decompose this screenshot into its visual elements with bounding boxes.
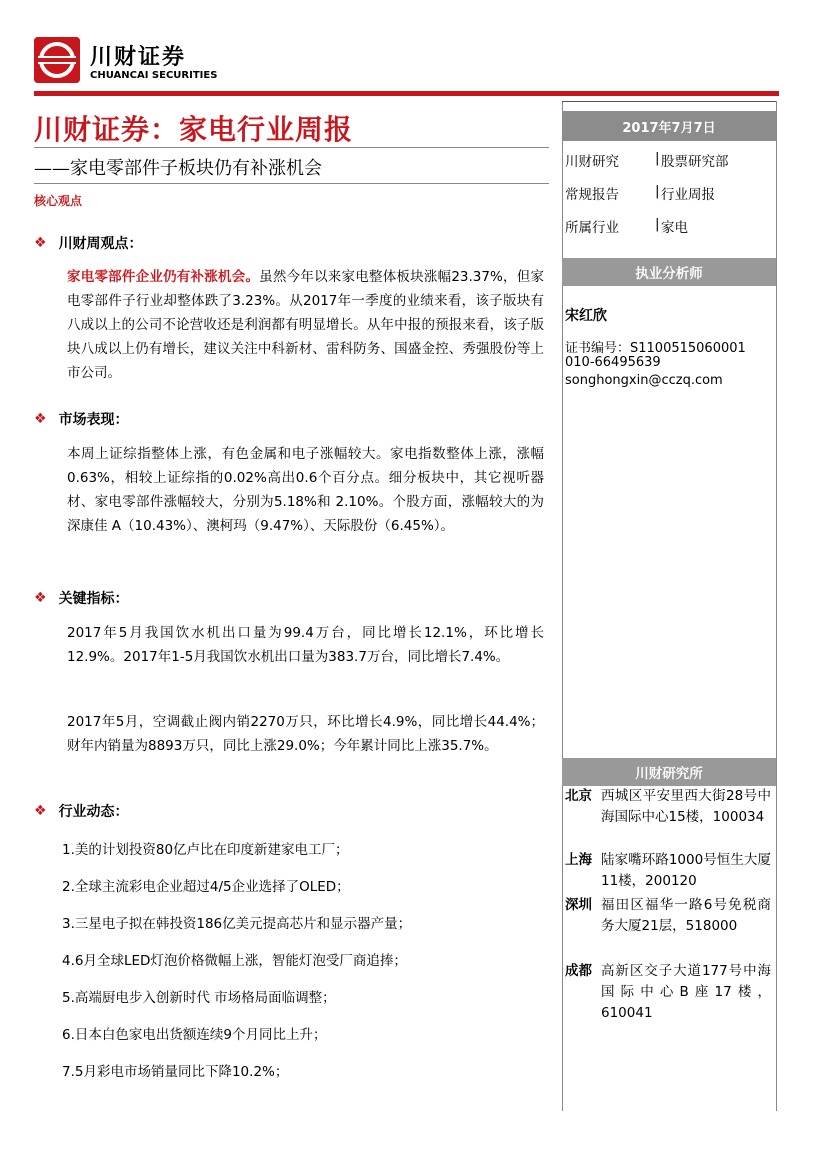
info-row: [565, 150, 729, 170]
office-entry: [565, 895, 772, 937]
info-value: 家电: [661, 220, 688, 236]
view-highlight: 家电零部件企业仍有补涨机会。: [67, 269, 260, 285]
info-key: 常规报告: [565, 187, 619, 203]
side-panel-left-border: [562, 101, 563, 1111]
info-row: [565, 183, 715, 203]
section-heading-view: [34, 233, 143, 253]
office-entry: [565, 961, 772, 1024]
section-heading-text: 关键指标：: [58, 591, 129, 607]
office-entry: [565, 850, 772, 892]
institute-band: 川财研究所: [562, 758, 776, 786]
news-item: 7.5月彩电市场销量同比下降10.2%；: [62, 1064, 289, 1080]
office-city: 上海: [565, 852, 592, 868]
info-separator: |: [655, 150, 660, 166]
office-address: 福田区福华一路6号免税商务大厦21层，518000: [601, 897, 771, 934]
info-value: 股票研究部: [661, 154, 729, 170]
diamond-bullet-icon: ❖: [34, 590, 47, 606]
diamond-bullet-icon: ❖: [34, 803, 47, 819]
office-city: 北京: [565, 788, 592, 804]
info-row: [565, 216, 688, 236]
market-paragraph: 本周上证综指整体上涨，有色金属和电子涨幅较大。家电指数整体上涨，涨幅0.63%，相较上证综指的0.02%高出0.6个百分点。细分板块中，其它视听器材、家电零部件涨幅较大，分别为5.18%和 2.10%。个股方面，涨幅较大的为深康佳 A（10.43%）、澳柯玛（9.47%）、天际股份（6.45%）。: [67, 446, 544, 534]
section-heading-market: [34, 409, 129, 429]
news-item: 2.全球主流彩电企业超过4/5企业选择了OLED；: [62, 879, 350, 895]
core-label: 核心观点: [34, 194, 83, 208]
news-item: 4.6月全球LED灯泡价格微幅上涨，智能灯泡受厂商追捧；: [62, 953, 407, 969]
section-heading-text: 川财周观点：: [58, 236, 143, 252]
news-item: 6.日本白色家电出货额连续9个月同比上升；: [62, 1027, 327, 1043]
news-item: 3.三星电子拟在韩投资186亿美元提高芯片和显示器产量；: [62, 916, 412, 932]
info-value: 行业周报: [661, 187, 715, 203]
section-heading-news: [34, 801, 129, 821]
report-date: 2017年7月7日: [562, 111, 776, 141]
office-address: 陆家嘴环路1000号恒生大厦11楼，200120: [601, 852, 771, 889]
office-entry: [565, 786, 772, 828]
analyst-band: 执业分析师: [562, 258, 776, 286]
brand-name-en: CHUANCAI SECURITIES: [90, 70, 218, 81]
info-key: 川财研究: [565, 154, 619, 170]
office-address: 西城区平安里西大街28号中海国际中心15楼，100034: [601, 788, 771, 825]
analyst-phone: 010-66495639: [565, 355, 661, 370]
report-subtitle: ——家电零部件子板块仍有补涨机会: [34, 158, 322, 179]
news-item: 5.高端厨电步入创新时代 市场格局面临调整；: [62, 990, 336, 1006]
info-separator: |: [655, 183, 660, 199]
office-city: 深圳: [565, 897, 592, 913]
info-key: 所属行业: [565, 220, 619, 236]
analyst-name: 宋红欣: [565, 308, 607, 324]
view-paragraph: [67, 265, 544, 385]
report-title: 川财证券：家电行业周报: [34, 113, 354, 146]
section-heading-text: 行业动态：: [58, 804, 129, 820]
brand-logo-icon: [34, 37, 80, 83]
news-item: 1.美的计划投资80亿卢比在印度新建家电工厂；: [62, 842, 349, 858]
info-separator: |: [655, 216, 660, 232]
office-address: 高新区交子大道177号中海国际中心B座17楼，610041: [601, 963, 771, 1021]
section-heading-indicators: [34, 588, 129, 608]
indicators-paragraph-2: 2017年5月，空调截止阀内销2270万只，环比增长4.9%，同比增长44.4%；财年内销量为8893万只，同比上涨29.0%；今年累计同比上涨35.7%。: [67, 714, 544, 754]
subtitle-divider: [34, 183, 549, 184]
section-heading-text: 市场表现：: [58, 412, 129, 428]
diamond-bullet-icon: ❖: [34, 411, 47, 427]
brand-name-cn: 川财证券: [90, 45, 187, 70]
title-divider: [34, 147, 549, 148]
analyst-cert: 证书编号：S1100515060001: [565, 341, 746, 356]
header-rule: [34, 91, 779, 96]
indicators-paragraph-1: 2017年5月我国饮水机出口量为99.4万台，同比增长12.1%，环比增长12.9%。2017年1-5月我国饮水机出口量为383.7万台，同比增长7.4%。: [67, 625, 544, 665]
view-body: 虽然今年以来家电整体板块涨幅23.37%，但家电零部件子行业却整体跌了3.23%。从2017年一季度的业绩来看，该子版块有八成以上的公司不论营收还是利润都有明显增长。从年中报的预报来看，该子版块八成以上仍有增长，建议关注中科新材、雷科防务、国盛金控、秀强股份等上市公司。: [67, 269, 544, 381]
side-panel-right-border: [776, 101, 777, 1111]
side-panel-top-border: [562, 101, 776, 102]
analyst-email[interactable]: songhongxin@cczq.com: [565, 373, 723, 388]
office-city: 成都: [565, 963, 592, 979]
diamond-bullet-icon: ❖: [34, 235, 47, 251]
